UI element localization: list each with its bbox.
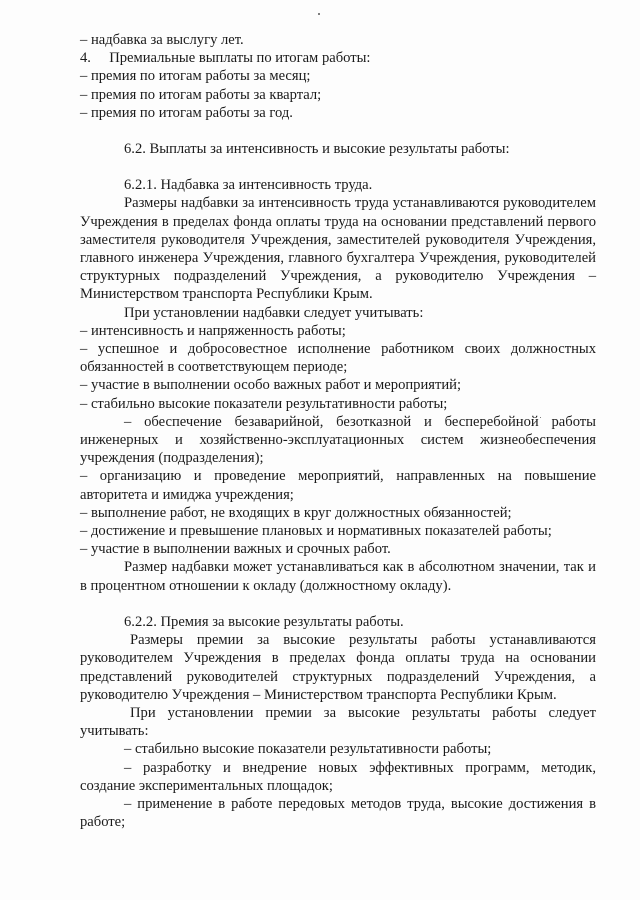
list-item: – участие в выполнении особо важных работ и мероприятий; <box>80 377 462 394</box>
section-heading-6-2-1: 6.2.1. Надбавка за интенсивность труда. <box>124 177 373 194</box>
list-item: – успешное и добросовестное исполнение работником своих должностных обязанностей в соответствующем периоде; <box>80 341 596 376</box>
paragraph: Размеры премии за высокие результаты работы устанавливаются руководителем Учреждения в пределах фонда оплаты труда на основании представлений руководителей структурных подразделений Учреждения, а руководителю Учреждения – Министерством транспорта Республики Крым. <box>80 632 596 703</box>
list-item: – применение в работе передовых методов труда, высокие достижения в работе; <box>80 795 596 831</box>
paragraph: Размеры надбавки за интенсивность труда устанавливаются руководителем Учреждения в пределах фонда оплаты труда на основании представлений первого заместителя руководителя Учреждения, заместителей руководителя Учреждения, главного инженера Учреждения, главного бухгалтера Учреждения, руководителей структурных подразделений Учреждения, а руководителю Учреждения – Министерством транспорта Республики Крым. <box>80 195 596 303</box>
scan-speck <box>318 13 320 15</box>
list-item: – интенсивность и напряженность работы; <box>80 322 346 339</box>
list-item: – премия по итогам работы за год. <box>80 104 293 121</box>
paragraph-intro: При установлении надбавки следует учитывать: <box>124 304 424 321</box>
list-item: – разработку и внедрение новых эффективных программ, методик, создание экспериментальных площадок; <box>80 759 596 794</box>
numbered-heading: 4. Премиальные выплаты по итогам работы: <box>80 50 371 67</box>
list-item: – премия по итогам работы за квартал; <box>80 86 322 103</box>
list-item: – выполнение работ, не входящих в круг должностных обязанностей; <box>80 504 512 521</box>
list-item: – достижение и превышение плановых и нормативных показателей работы; <box>80 523 552 540</box>
list-item: – обеспечение безаварийной, безотказной и бесперебойной работы инженерных и хозяйственно-эксплуатационных систем жизнеобеспечения учреждения (подразделения); <box>80 413 596 467</box>
list-item: – организацию и проведение мероприятий, направленных на повышение авторитета и имиджа учреждения; <box>80 468 596 503</box>
list-item: – премия по итогам работы за месяц; <box>80 68 311 85</box>
section-heading-6-2-2: 6.2.2. Премия за высокие результаты работы. <box>124 613 404 630</box>
list-item: – надбавка за выслугу лет. <box>80 32 244 48</box>
list-item: – стабильно высокие показатели результативности работы; <box>80 395 448 412</box>
list-item: – стабильно высокие показатели результативности работы; <box>124 741 492 758</box>
list-item: – участие в выполнении важных и срочных работ. <box>80 541 391 558</box>
section-heading-6-2: 6.2. Выплаты за интенсивность и высокие результаты работы: <box>124 141 510 158</box>
paragraph: Размер надбавки может устанавливаться как в абсолютном значении, так и в процентном отношении к окладу (должностному окладу). <box>80 559 596 594</box>
document-body <box>80 31 596 831</box>
paragraph-intro: При установлении премии за высокие результаты работы следует учитывать: <box>80 704 596 740</box>
